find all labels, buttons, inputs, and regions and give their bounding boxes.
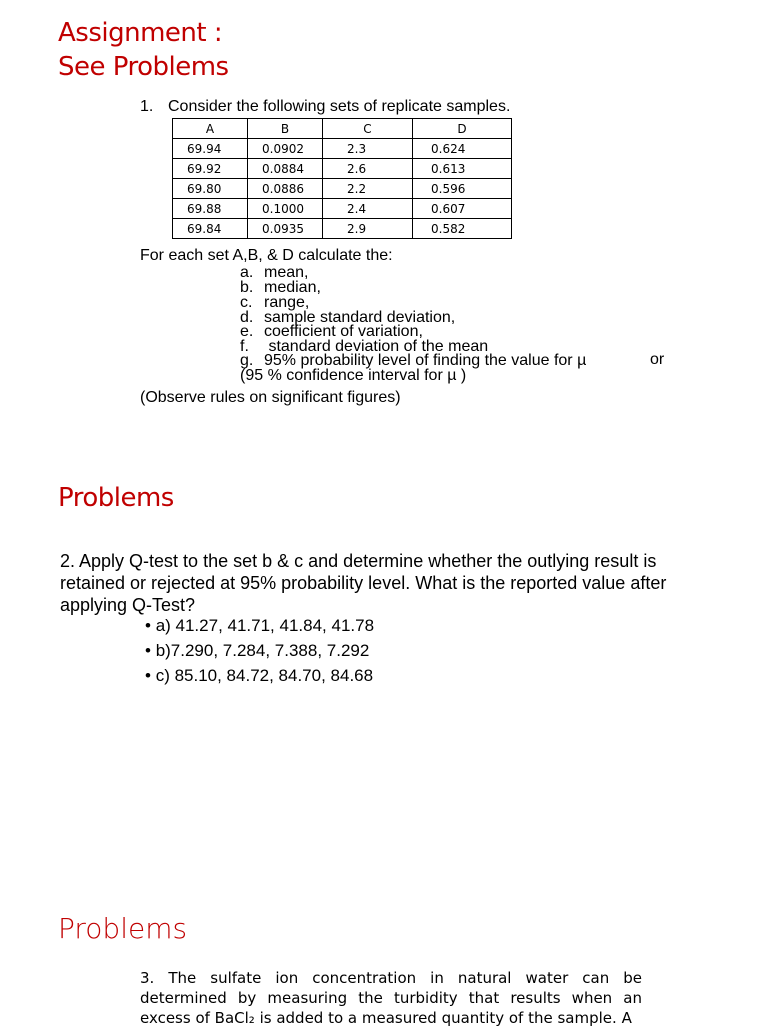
table-header-b: B: [248, 119, 323, 139]
question1-heading: [140, 98, 510, 116]
table-cell: 2.2: [323, 179, 413, 199]
table-row: [173, 139, 512, 159]
table-cell: 69.88: [173, 199, 248, 219]
table-cell: 0.607: [413, 199, 512, 219]
table-cell: 2.9: [323, 219, 413, 239]
list-item-letter: a.: [240, 264, 254, 281]
list-item-letter: f.: [240, 338, 249, 355]
slide1-title-line2: See Problems: [58, 52, 229, 82]
table-cell: 2.6: [323, 159, 413, 179]
table-cell: 69.94: [173, 139, 248, 159]
list-item-text: 95% probability level of finding the value for µ: [264, 352, 587, 369]
table-cell: 0.613: [413, 159, 512, 179]
table-cell: 0.0886: [248, 179, 323, 199]
list-item: [240, 295, 309, 310]
list-item: [145, 641, 374, 666]
or-word: or: [650, 351, 665, 368]
table-cell: 0.582: [413, 219, 512, 239]
list-item-text: b)7.290, 7.284, 7.388, 7.292: [155, 641, 370, 660]
table-cell: 0.624: [413, 139, 512, 159]
bullet-icon: •: [145, 641, 156, 660]
question2-text: 2. Apply Q-test to the set b & c and determine whether the outlying result is retained or rejected at 95% probability level. What is the reported value after applying Q-Test?: [60, 551, 667, 615]
list-item-continuation: (95 % confidence interval for µ ): [240, 367, 467, 384]
list-item-text: sample standard deviation,: [264, 309, 456, 326]
list-item-text: mean,: [264, 264, 309, 281]
table-header-row: [173, 119, 512, 139]
table-cell: 2.4: [323, 199, 413, 219]
slide2-title: Problems: [58, 483, 174, 513]
list-item-letter: b.: [240, 279, 254, 296]
table-cell: 69.92: [173, 159, 248, 179]
question3-text: 3. The sulfate ion concentration in natural water can be determined by measuring the turbidity that results when an excess of BaCl₂ is added to a measured quantity of the sample. A: [140, 969, 642, 1027]
table-cell: 0.0935: [248, 219, 323, 239]
table-row: [173, 199, 512, 219]
significant-figures-note: (Observe rules on significant figures): [140, 389, 401, 406]
table-cell: 0.0902: [248, 139, 323, 159]
list-item-text: standard deviation of the mean: [264, 338, 489, 355]
question1-text: Consider the following sets of replicate samples.: [168, 98, 511, 115]
list-item-letter: g.: [240, 352, 254, 369]
list-item-text: range,: [264, 294, 310, 311]
table-cell: 0.1000: [248, 199, 323, 219]
table-header-d: D: [413, 119, 512, 139]
table-cell: 0.596: [413, 179, 512, 199]
table-row: [173, 219, 512, 239]
bullet-icon: •: [145, 616, 156, 635]
table-header-c: C: [323, 119, 413, 139]
list-item-letter: d.: [240, 309, 254, 326]
question1-number: 1.: [140, 98, 154, 115]
table-cell: 69.84: [173, 219, 248, 239]
slide1-title-line1: Assignment :: [58, 18, 223, 48]
list-item: [145, 616, 374, 641]
list-item-text: median,: [264, 279, 321, 296]
list-item-letter: c.: [240, 294, 253, 311]
bullet-icon: •: [145, 666, 156, 685]
list-item: [240, 324, 423, 339]
table-cell: 2.3: [323, 139, 413, 159]
list-item: [240, 280, 321, 295]
table-cell: 0.0884: [248, 159, 323, 179]
list-item: [240, 353, 586, 368]
replicate-samples-table: [172, 118, 512, 239]
table-row: [173, 179, 512, 199]
question2-bullet-list: [145, 616, 374, 691]
list-item-text: coefficient of variation,: [264, 323, 423, 340]
list-item: [145, 666, 374, 691]
list-item-letter: e.: [240, 323, 254, 340]
list-item-text: a) 41.27, 41.71, 41.84, 41.78: [155, 616, 375, 635]
slide3-title: Problems: [58, 912, 188, 945]
table-row: [173, 159, 512, 179]
list-item-text: c) 85.10, 84.72, 84.70, 84.68: [155, 666, 374, 685]
table-header-a: A: [173, 119, 248, 139]
question1-instruction: For each set A,B, & D calculate the:: [140, 247, 393, 264]
list-item: [240, 265, 308, 280]
table-cell: 69.80: [173, 179, 248, 199]
